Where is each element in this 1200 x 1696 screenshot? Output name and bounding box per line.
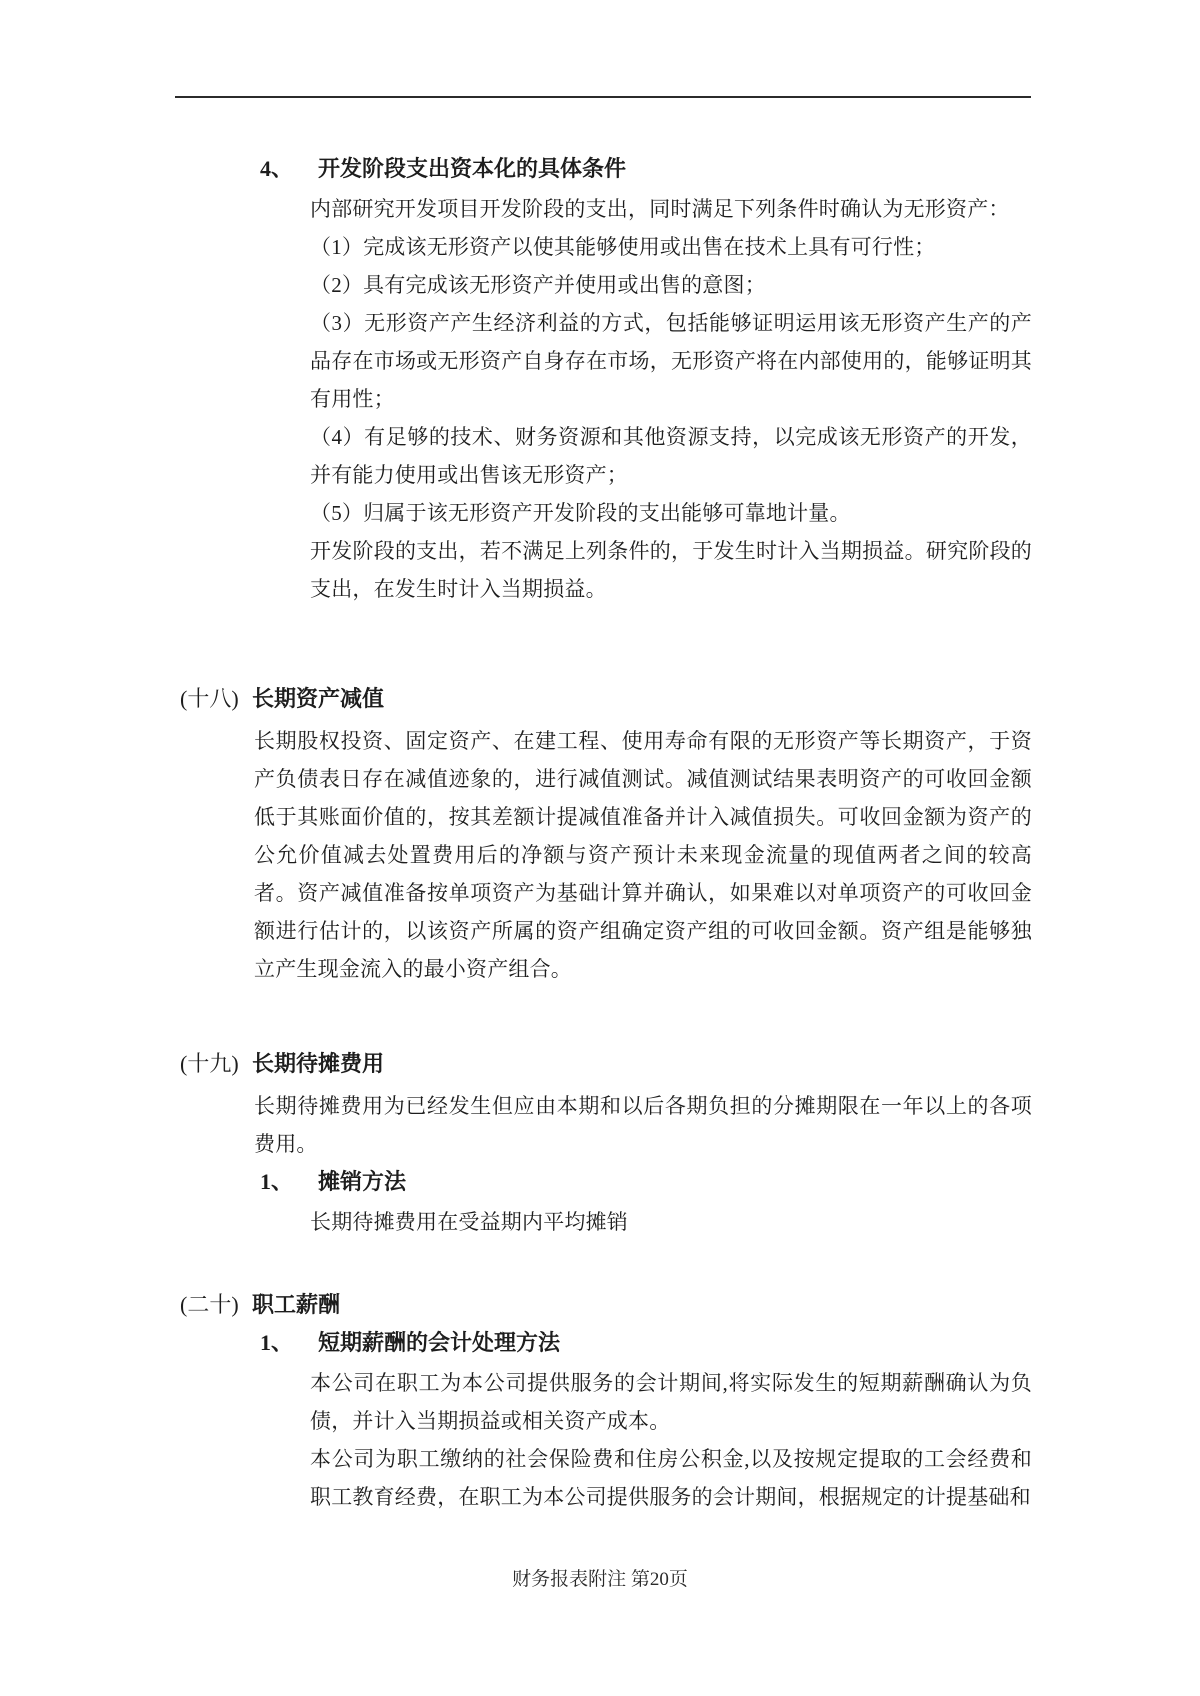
section-heading — [0, 1045, 1200, 1083]
paragraph: 本公司为职工缴纳的社会保险费和住房公积金,以及按规定提取的工会经费和职工教育经费，在职工为本公司提供服务的会计期间，根据规定的计提基础和 — [310, 1447, 1032, 1509]
section-label: (十八) — [180, 686, 239, 711]
section-label: (二十) — [180, 1292, 239, 1317]
condition-item-5: （5）归属于该无形资产开发阶段的支出能够可靠地计量。 — [310, 501, 851, 525]
condition-item-1: （1）完成该无形资产以使其能够使用或出售在技术上具有可行性； — [310, 235, 936, 259]
condition-item-2: （2）具有完成该无形资产并使用或出售的意图； — [310, 273, 766, 297]
section-heading — [0, 1286, 1200, 1324]
heading-title: 短期薪酬的会计处理方法 — [318, 1330, 561, 1355]
section-dev-stage-capitalization — [0, 150, 1200, 608]
section-body — [310, 190, 1032, 608]
header-rule — [175, 96, 1031, 98]
section-title: 职工薪酬 — [252, 1292, 341, 1317]
footer-page-number: 财务报表附注 第20页 — [512, 1569, 688, 1590]
subsection-short-term-compensation — [0, 1324, 1200, 1516]
paragraph: 长期待摊费用为已经发生但应由本期和以后各期负担的分摊期限在一年以上的各项费用。 — [254, 1094, 1032, 1156]
section-body — [254, 722, 1032, 988]
paragraph: 本公司在职工为本公司提供服务的会计期间,将实际发生的短期薪酬确认为负债，并计入当期损益或相关资产成本。 — [310, 1371, 1032, 1433]
heading-number: 1、 — [260, 1330, 294, 1355]
numbered-heading — [0, 1324, 1200, 1362]
condition-item-3: （3）无形资产产生经济利益的方式，包括能够证明运用该无形资产生产的产品存在市场或无形资产自身存在市场，无形资产将在内部使用的，能够证明其有用性； — [310, 311, 1032, 411]
paragraph: 开发阶段的支出，若不满足上列条件的，于发生时计入当期损益。研究阶段的支出，在发生时计入当期损益。 — [310, 539, 1032, 601]
section-long-term-asset-impairment — [0, 680, 1200, 988]
subsection-amortization-method — [0, 1163, 1200, 1241]
section-title: 长期资产减值 — [252, 686, 385, 711]
subsection-body — [310, 1364, 1032, 1516]
heading-title: 摊销方法 — [318, 1169, 407, 1194]
heading-number: 1、 — [260, 1169, 294, 1194]
paragraph: 长期待摊费用在受益期内平均摊销 — [310, 1210, 628, 1234]
page-footer — [0, 1566, 1200, 1594]
paragraph: 长期股权投资、固定资产、在建工程、使用寿命有限的无形资产等长期资产，于资产负债表日存在减值迹象的，进行减值测试。减值测试结果表明资产的可收回金额低于其账面价值的，按其差额计提减值准备并计入减值损失。可收回金额为资产的公允价值减去处置费用后的净额与资产预计未来现金流量的现值两者之间的较高者。资产减值准备按单项资产为基础计算并确认，如果难以对单项资产的可收回金额进行估计的，以该资产所属的资产组确定资产组的可收回金额。资产组是能够独立产生现金流入的最小资产组合。 — [254, 729, 1032, 981]
subsection-body — [310, 1203, 1032, 1241]
numbered-heading — [0, 1163, 1200, 1201]
paragraph: 内部研究开发项目开发阶段的支出，同时满足下列条件时确认为无形资产： — [310, 197, 1010, 221]
section-heading — [0, 680, 1200, 718]
heading-title: 开发阶段支出资本化的具体条件 — [318, 156, 627, 181]
condition-item-4: （4）有足够的技术、财务资源和其他资源支持，以完成该无形资产的开发，并有能力使用或出售该无形资产； — [310, 425, 1032, 487]
section-employee-compensation — [0, 1286, 1200, 1516]
section-long-term-deferred-expenses — [0, 1045, 1200, 1241]
section-label: (十九) — [180, 1051, 239, 1076]
section-title: 长期待摊费用 — [252, 1051, 385, 1076]
heading-number: 4、 — [260, 156, 294, 181]
numbered-heading — [0, 150, 1200, 188]
section-body — [254, 1087, 1032, 1163]
